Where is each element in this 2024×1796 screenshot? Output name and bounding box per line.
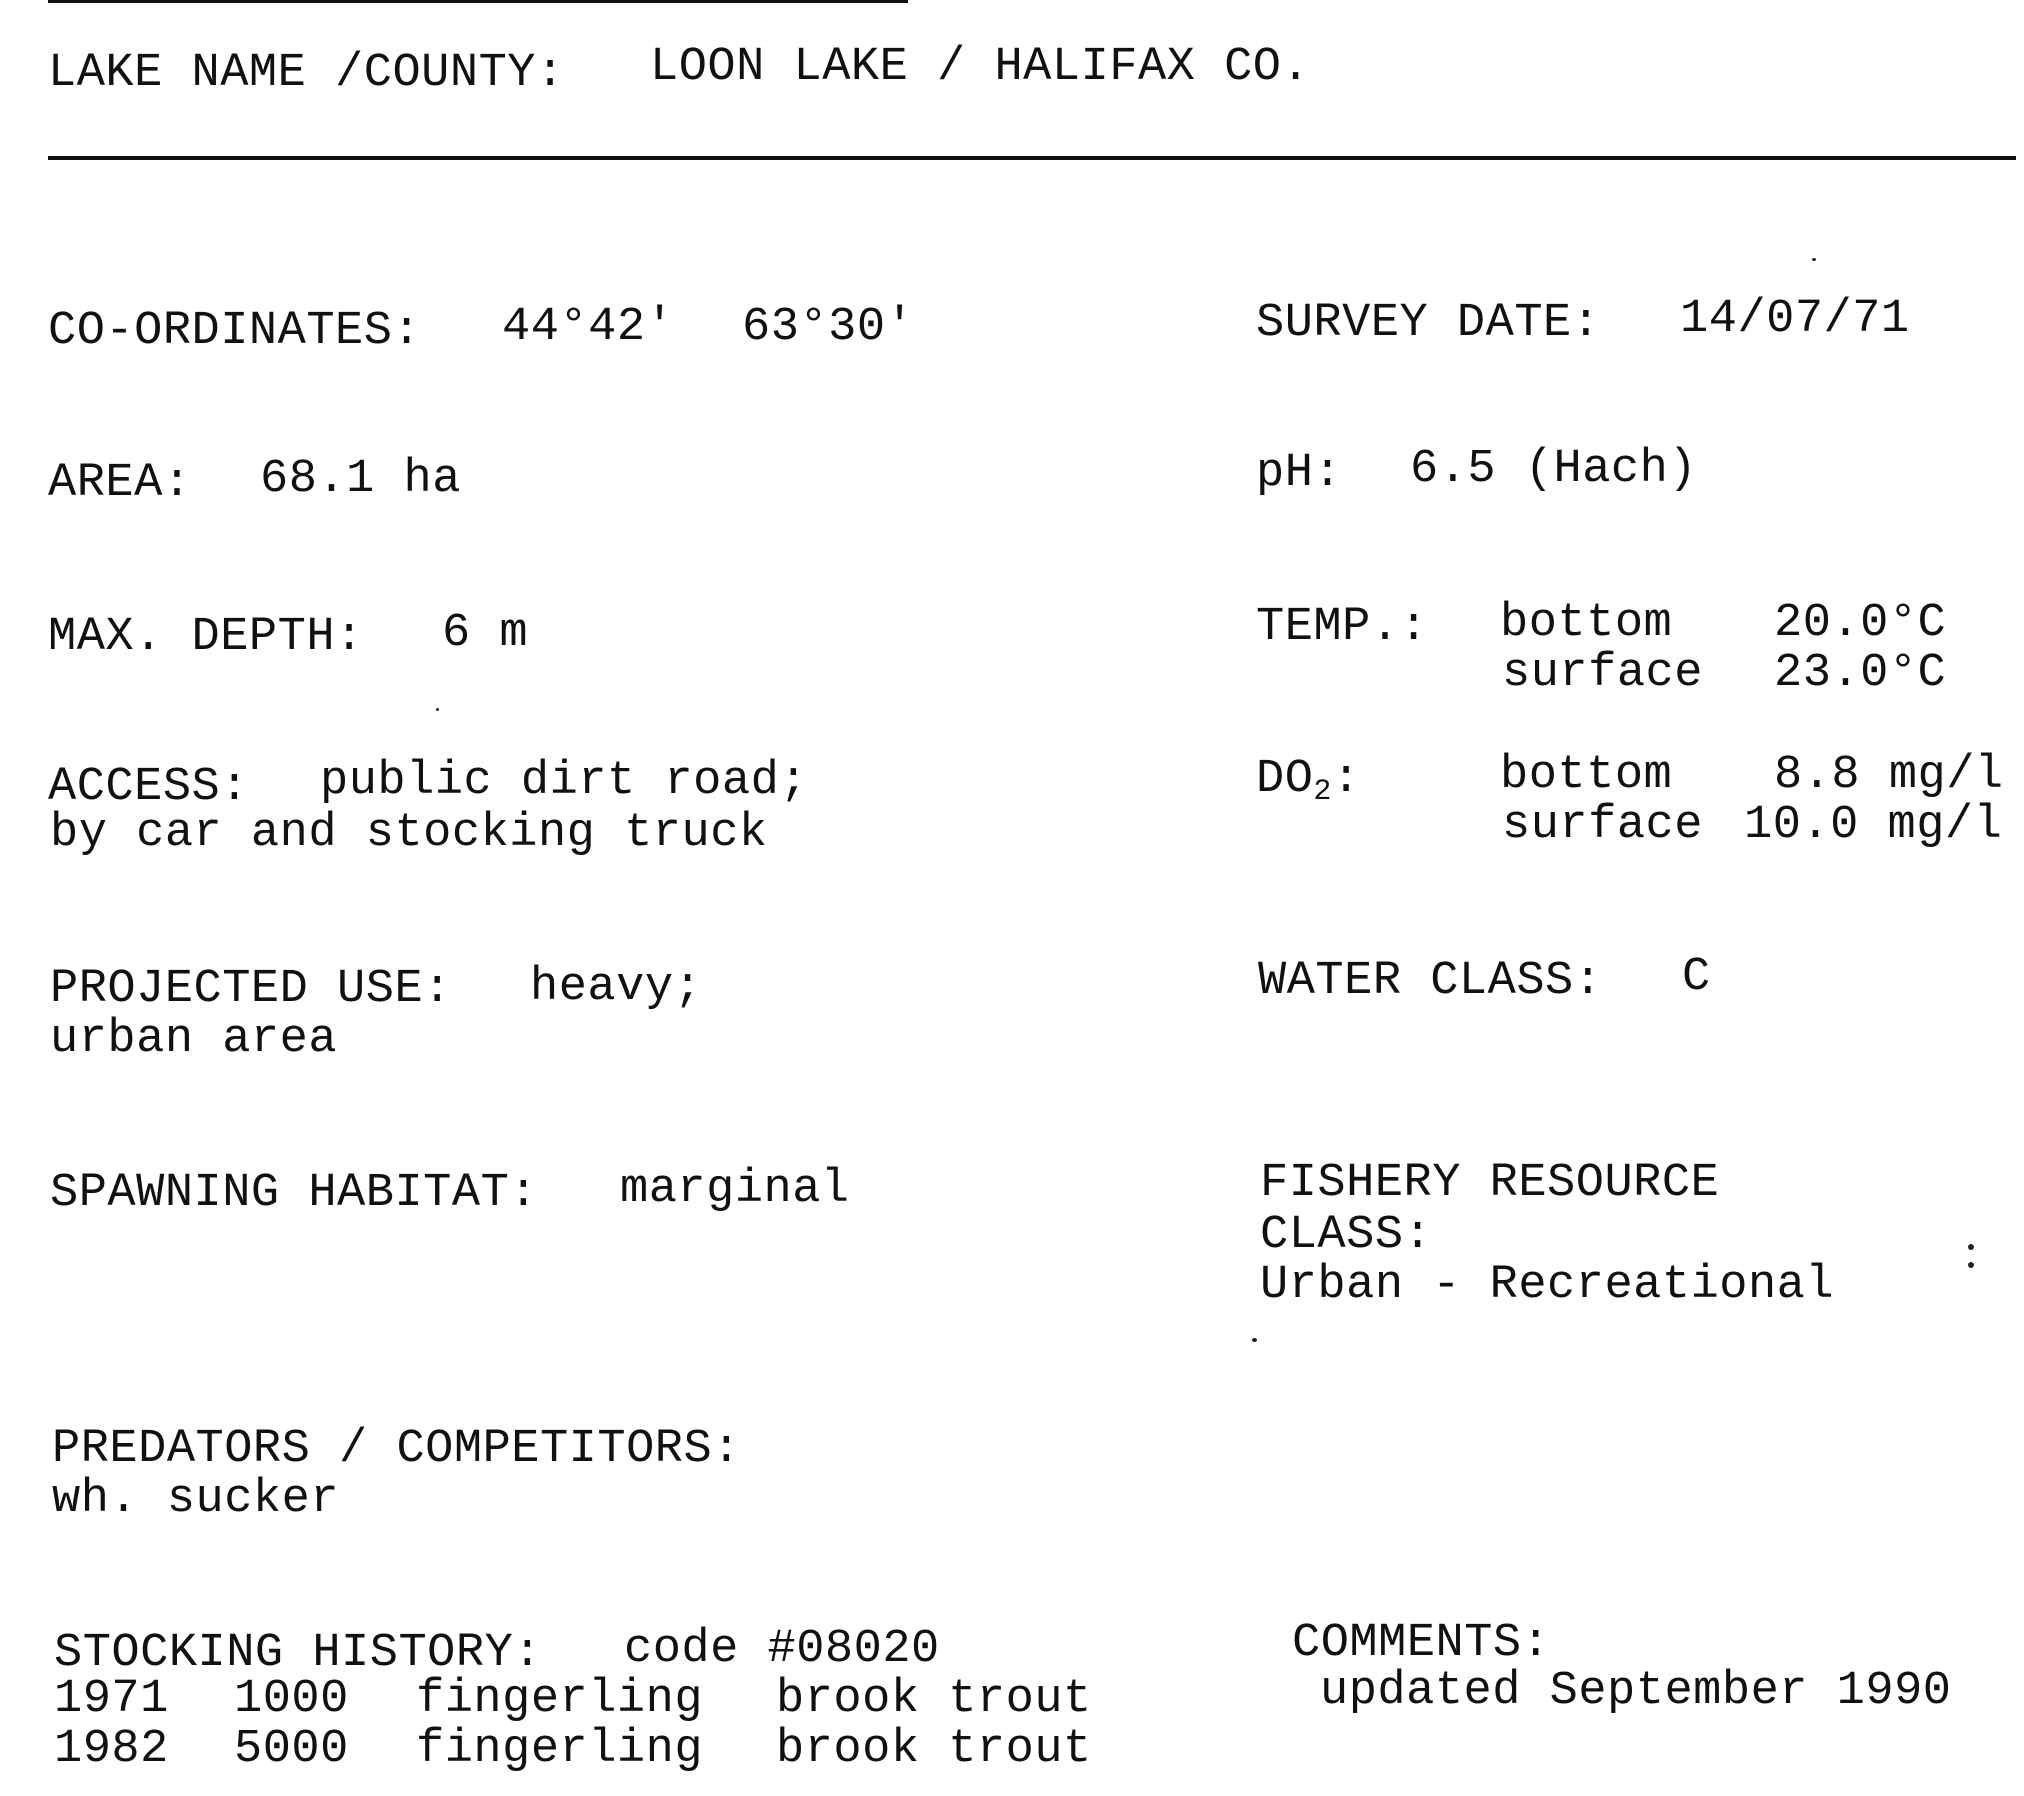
- stocking-stage: fingerling: [416, 1673, 704, 1726]
- coordinates-lon: 63°30': [742, 301, 915, 354]
- fishery-class-line1: FISHERY RESOURCE: [1260, 1157, 1720, 1210]
- temp-bottom-value: 20.0°C: [1774, 597, 1947, 650]
- stocking-count: 5000: [234, 1723, 349, 1776]
- max-depth-label: MAX. DEPTH:: [48, 611, 364, 664]
- stocking-count: 1000: [234, 1673, 349, 1726]
- projected-use-value-line2: urban area: [50, 1013, 338, 1066]
- spawning-habitat-label: SPAWNING HABITAT:: [50, 1167, 538, 1220]
- scan-speck: [1812, 258, 1816, 261]
- stocking-history-label: STOCKING HISTORY:: [54, 1627, 542, 1680]
- area-label: AREA:: [48, 457, 192, 510]
- top-rule: [48, 0, 908, 3]
- do2-surface-label: surface: [1502, 799, 1703, 852]
- temp-surface-value: 23.0°C: [1774, 647, 1947, 700]
- do2-label: $DO_2$:: [1256, 753, 1361, 809]
- do2-bottom-label: bottom: [1500, 749, 1673, 802]
- scan-speck: [1252, 1338, 1257, 1342]
- coordinates-lat: 44°42': [502, 301, 675, 354]
- stocking-species: brook trout: [776, 1673, 1092, 1726]
- do2-surface-value: 10.0 mg/l: [1744, 799, 2003, 852]
- coordinates-label: CO-ORDINATES:: [48, 305, 422, 358]
- ph-label: pH:: [1256, 447, 1343, 500]
- predators-label: PREDATORS / COMPETITORS:: [52, 1423, 741, 1476]
- area-value: 68.1 ha: [260, 453, 461, 506]
- access-value-line2: by car and stocking truck: [50, 807, 768, 860]
- scan-speck: [1968, 1244, 1974, 1250]
- access-value-line1: public dirt road;: [320, 755, 808, 808]
- fishery-class-line2: CLASS:: [1260, 1209, 1433, 1262]
- access-label: ACCESS:: [48, 761, 249, 814]
- temp-surface-label: surface: [1502, 647, 1703, 700]
- stocking-year: 1982: [54, 1723, 169, 1776]
- scan-speck: [436, 708, 439, 711]
- survey-date-label: SURVEY DATE:: [1256, 297, 1601, 350]
- projected-use-value-line1: heavy;: [530, 961, 703, 1014]
- fishery-class-value: Urban - Recreational: [1260, 1259, 1835, 1312]
- survey-date-value: 14/07/71: [1680, 293, 1910, 346]
- stocking-year: 1971: [54, 1673, 169, 1726]
- lake-name-value: LOON LAKE / HALIFAX CO.: [650, 41, 1311, 94]
- lake-name-label: LAKE NAME /COUNTY:: [48, 47, 565, 100]
- max-depth-value: 6 m: [442, 607, 529, 660]
- stocking-history-code: code #08020: [624, 1623, 940, 1676]
- spawning-habitat-value: marginal: [620, 1163, 850, 1216]
- comments-value: updated September 1990: [1320, 1665, 1952, 1718]
- stocking-stage: fingerling: [416, 1723, 704, 1776]
- stocking-species: brook trout: [776, 1723, 1092, 1776]
- predators-value: wh. sucker: [52, 1473, 340, 1526]
- header-rule: [48, 156, 2016, 160]
- comments-label: COMMENTS:: [1292, 1617, 1551, 1670]
- water-class-value: C: [1682, 951, 1711, 1004]
- temp-bottom-label: bottom: [1500, 597, 1673, 650]
- temp-label: TEMP.:: [1256, 601, 1429, 654]
- do2-bottom-value: 8.8 mg/l: [1774, 749, 2004, 802]
- projected-use-label: PROJECTED USE:: [50, 963, 452, 1016]
- scan-speck: [1968, 1262, 1974, 1268]
- ph-value: 6.5 (Hach): [1410, 443, 1698, 496]
- water-class-label: WATER CLASS:: [1258, 955, 1603, 1008]
